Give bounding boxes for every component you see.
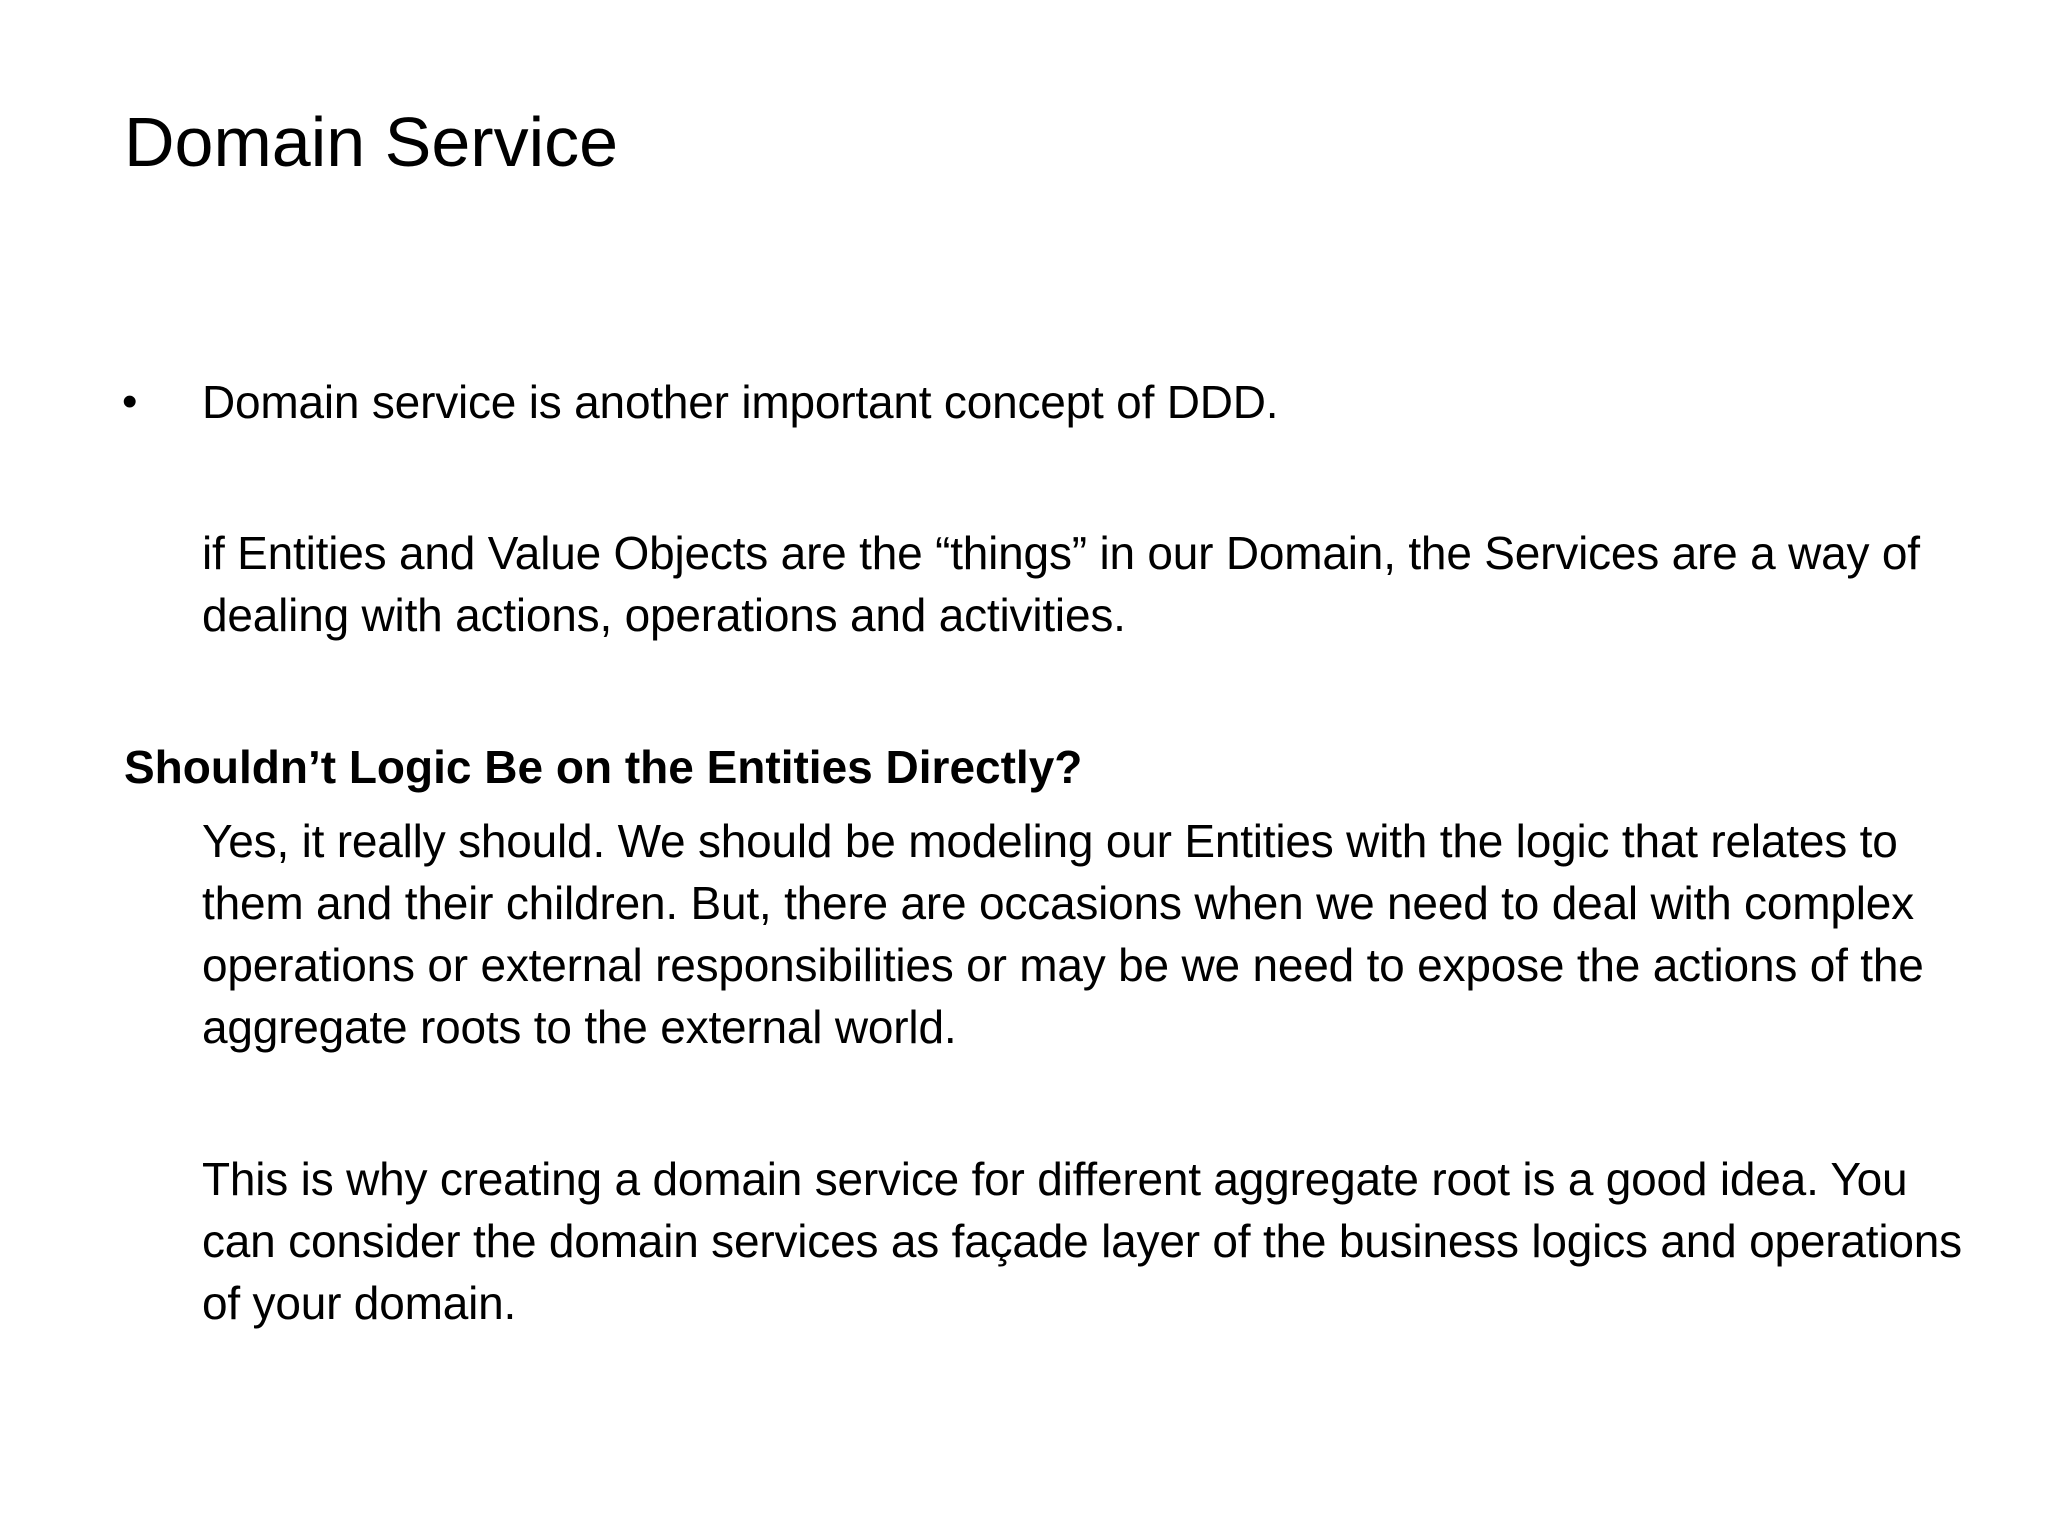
bullet-icon: • bbox=[122, 377, 138, 426]
bullet-text: Domain service is another important concept of DDD. bbox=[202, 376, 1279, 428]
slide-title: Domain Service bbox=[124, 103, 619, 181]
section-heading: Shouldn’t Logic Be on the Entities Directly? bbox=[124, 741, 1083, 793]
paragraph-domain-service-idea: This is why creating a domain service for different aggregate root is a good idea. You can consider the domain services as façade layer of the business logics and operations of your domain. bbox=[202, 1153, 1962, 1329]
paragraph-logic-on-entities: Yes, it really should. We should be modeling our Entities with the logic that relates to them and their children. But, there are occasions when we need to deal with complex operations or external responsibilities or may be we need to expose the actions of the aggregate roots to the external world. bbox=[202, 815, 1924, 1053]
paragraph-services-definition: if Entities and Value Objects are the “things” in our Domain, the Services are a way of dealing with actions, operations and activities. bbox=[202, 527, 1920, 641]
